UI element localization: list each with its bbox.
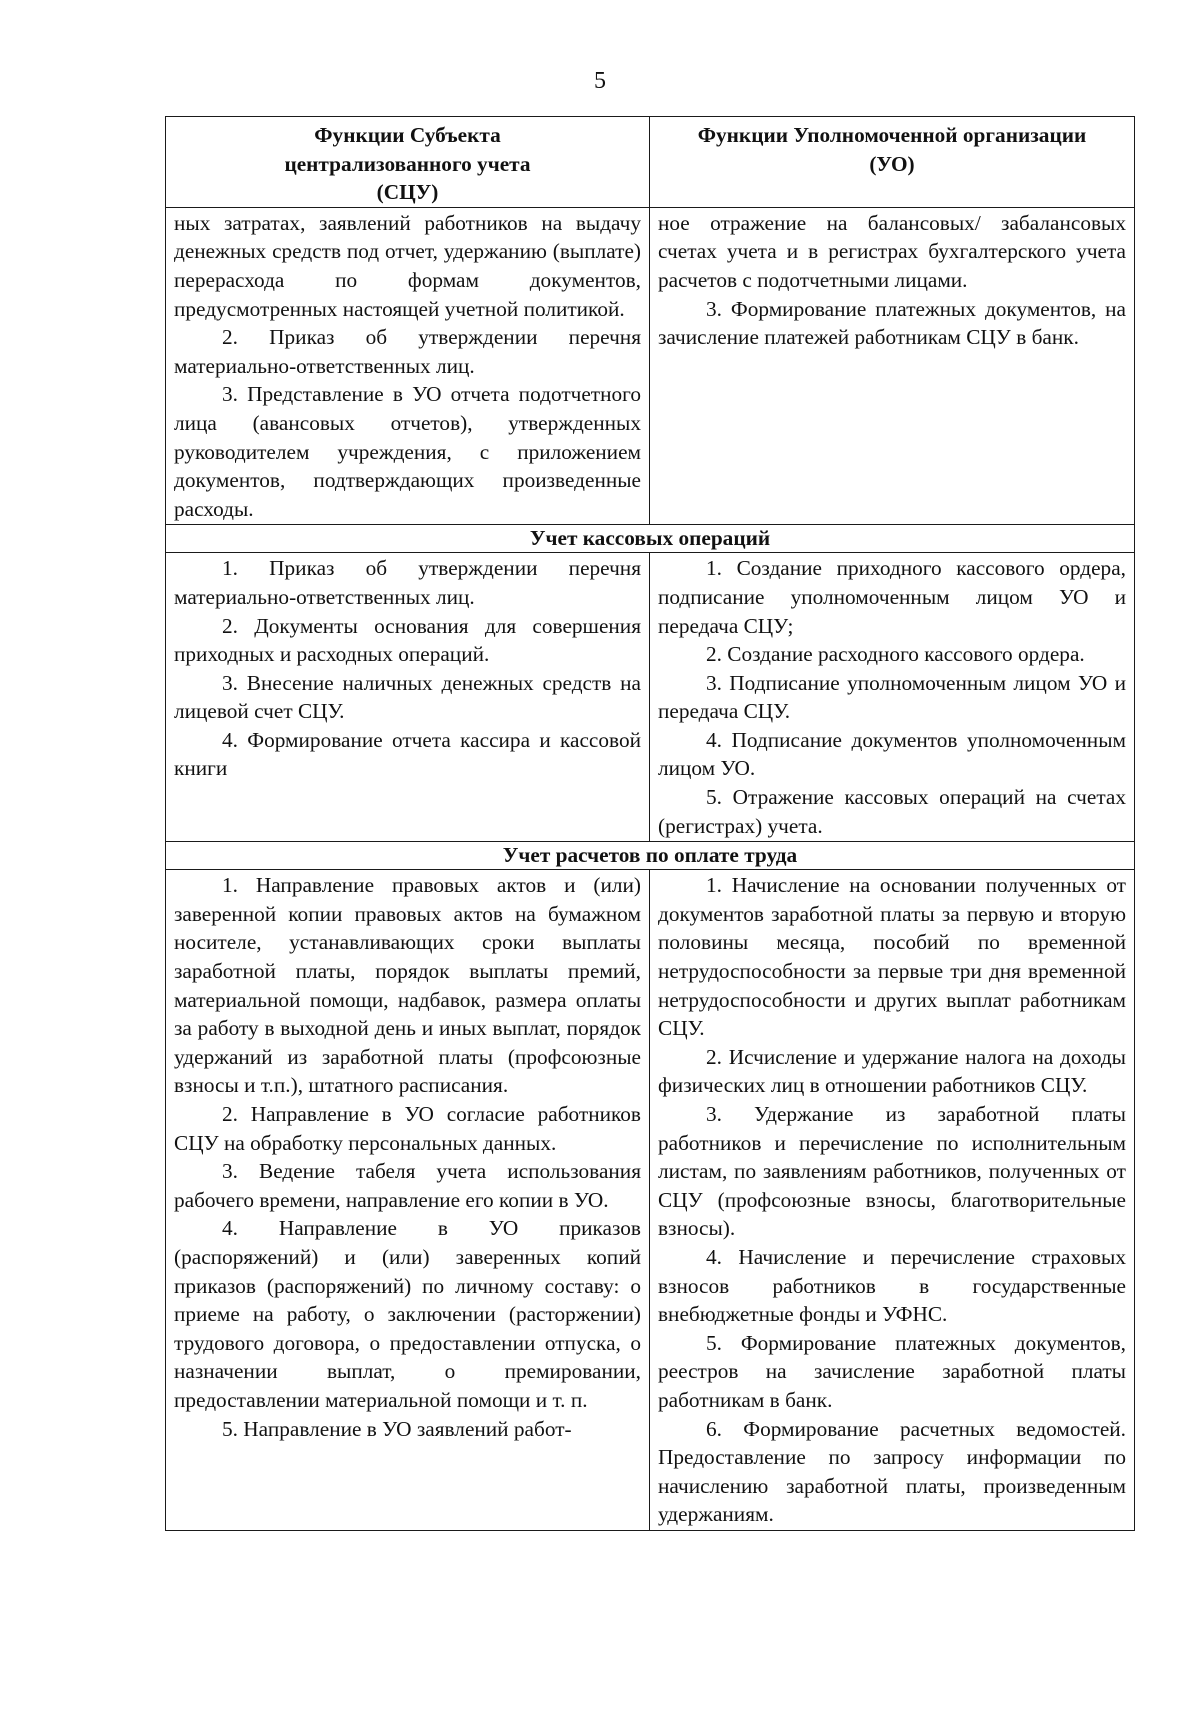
section-title-cash: Учет кассовых операций [166,525,1135,553]
cash-right-p5: 5. Отражение кассовых операций на счетах (регистрах) учета. [658,785,1126,838]
payroll-right-p3: 3. Удержание из заработной платы работников и перечисление по исполнительным листам, по заявлениям работников, полученных от СЦУ (профсоюзные взносы, благотворительные взносы). [658,1102,1126,1241]
cash-left-p3: 3. Внесение наличных денежных средств на лицевой счет СЦУ. [174,670,641,724]
header-left-line-1: Функции Субъекта [314,123,501,147]
cash-left-p1: 1. Приказ об утверждении перечня материально-ответственных лиц. [174,556,641,609]
header-right-uo [650,117,1135,208]
cash-left-cell [166,553,650,842]
payroll-right-p4: 4. Начисление и перечисление страховых взносов работников в государственные внебюджетные фонды и УФНС. [658,1244,1126,1327]
continued-right-cell [650,207,1135,525]
section-payroll-row [166,842,1135,870]
header-left-line-3: (СЦУ) [376,180,439,205]
page-number: 5 [594,68,606,94]
payroll-right-cell [650,870,1135,1531]
header-left-line-2: централизованного учета [284,151,531,176]
section-title-payroll: Учет расчетов по оплате труда [166,842,1135,870]
cash-row [166,553,1135,842]
payroll-left-p2: 2. Направление в УО согласие работников СЦУ на обработку персональных данных. [174,1102,641,1155]
table-header-row [166,117,1135,208]
continued-right-p1: ное отражение на балансовых/ забалансовых счетах учета и в регистрах бухгалтерского учета расчетов с подотчетными лицами. [658,210,1126,292]
continued-left-p1: ных затратах, заявлений работников на выдачу денежных средств под отчет, удержанию (выплате) перерасхода по формам документов, предусмотренных настоящей учетной политикой. [174,210,641,321]
cash-right-p1: 1. Создание приходного кассового ордера, подписание уполномоченным лицом УО и передача СЦУ; [658,556,1126,638]
payroll-left-p5: 5. Направление в УО заявлений работ- [222,1416,572,1441]
cash-left-p2: 2. Документы основания для совершения приходных и расходных операций. [174,613,641,667]
continued-left-p2: 2. Приказ об утверждении перечня материально-ответственных лиц. [174,325,641,378]
continued-left-cell [166,207,650,525]
cash-right-p4: 4. Подписание документов уполномоченным лицом УО. [658,727,1126,781]
payroll-left-p4: 4. Направление в УО приказов (распоряжений) и (или) заверенных копий приказов (распоряжений) по личному составу: о приеме на работу, о заключении (расторжении) трудового договора, о предоставлении отпуска, о назначении выплат, о премировании, предоставлении материальной помощи и т. п. [174,1216,641,1412]
continued-left-p3: 3. Представление в УО отчета подотчетного лица (авансовых отчетов), утвержденных руководителем учреждения, с приложением документов, подтверждающих произведенные расходы. [174,382,641,521]
continued-right-p2: 3. Формирование платежных документов, на зачисление платежей работникам СЦУ в банк. [658,296,1126,350]
cash-right-cell [650,553,1135,842]
payroll-left-p1: 1. Направление правовых актов и (или) заверенной копии правовых актов на бумажном носителе, устанавливающих сроки выплаты заработной платы, порядок выплаты премий, материальной помощи, надбавок, размера оплаты за работу в выходной день и иных выплат, порядок удержаний из заработной платы (профсоюзные взносы и т.п.), штатного расписания. [174,873,641,1098]
header-left-sczu [166,117,650,208]
cash-right-p2: 2. Создание расходного кассового ордера. [706,642,1085,667]
functions-table [165,116,1135,1531]
payroll-right-p1: 1. Начисление на основании полученных от документов заработной платы за первую и вторую половины месяца, пособий по временной нетрудоспособности за первые три дня временной нетрудоспособности и других выплат работникам СЦУ. [658,873,1126,1041]
continued-row [166,207,1135,525]
section-cash-row [166,525,1135,553]
header-right-line-2: (УО) [869,151,915,176]
payroll-left-p3: 3. Ведение табеля учета использования рабочего времени, направление его копии в УО. [174,1159,641,1212]
cash-right-p3: 3. Подписание уполномоченным лицом УО и передача СЦУ. [658,670,1126,724]
payroll-right-p6: 6. Формирование расчетных ведомостей. Предоставление по запросу информации по начислению заработной платы, произведенным удержаниям. [658,1416,1126,1527]
payroll-row [166,870,1135,1531]
cash-left-p4: 4. Формирование отчета кассира и кассовой книги [174,727,641,781]
payroll-left-cell [166,870,650,1531]
header-right-line-1: Функции Уполномоченной организации [697,123,1087,147]
payroll-right-p2: 2. Исчисление и удержание налога на доходы физических лиц в отношении работников СЦУ. [658,1044,1126,1098]
payroll-right-p5: 5. Формирование платежных документов, реестров на зачисление заработной платы работникам в банк. [658,1330,1126,1412]
